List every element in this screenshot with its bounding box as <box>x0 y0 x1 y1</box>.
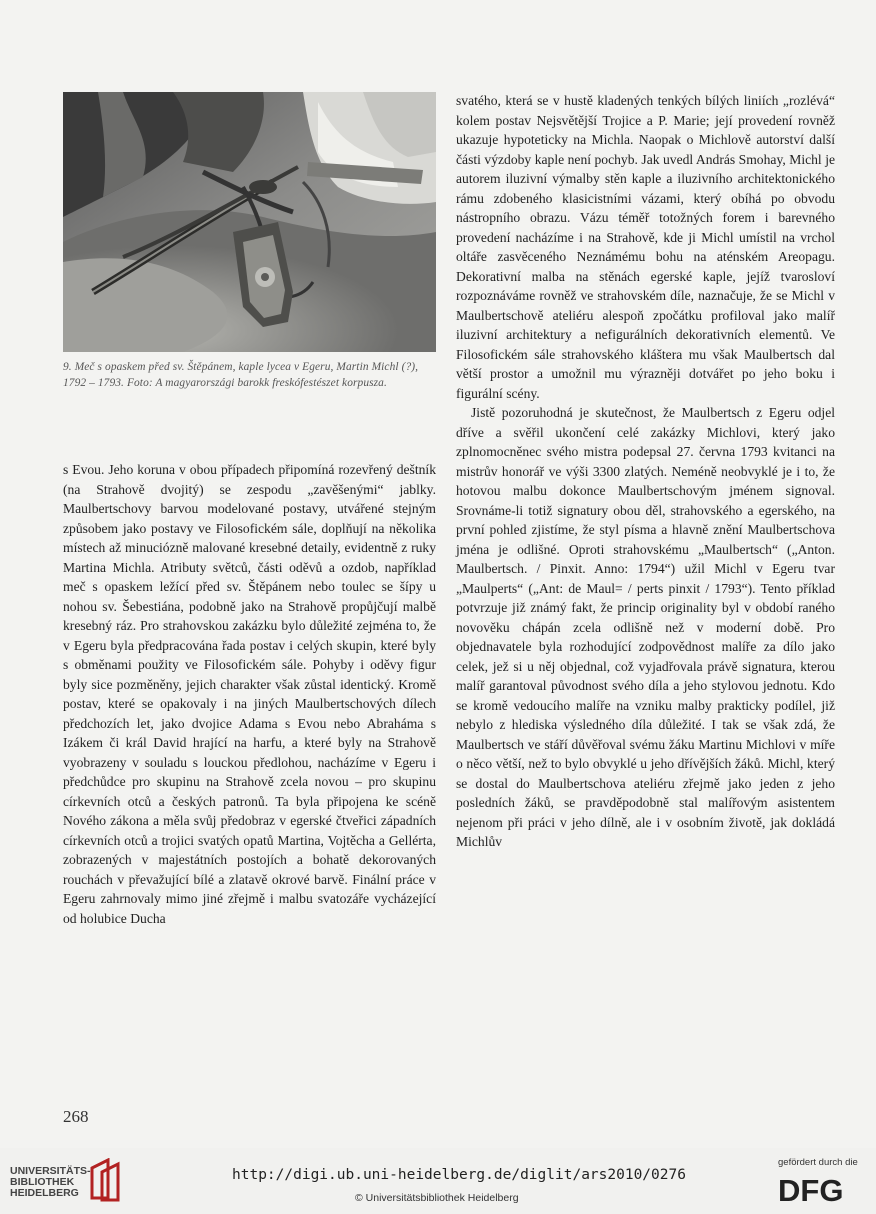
figure-photo <box>63 92 436 352</box>
dfg-logo-icon <box>774 1172 866 1211</box>
body-paragraph: svatého, která se v hustě kladených tenkých bílých liniích „rozlévá“ kolem postav Nejsvětější Trojice a P. Marie; její provedení rovněž ukazuje hypoteticky na Michla. Naopak o Michlově autorství další části výzdoby kaple není pochyb. Jak uvedl András Smohay, Michl je autorem iluzivní výmalby stěn kaple a iluzivního architektonického rámu zdobeného klasicistními vázami, který obíhá po obvodu nástropního obrazu. Vázu téměř totožných forem i barevného provedení nacházíme i na Strahově, kde ji Michl umístil na vrchol oltáře zasvěceného Neznámému bohu na aténském Areopagu. Dekorativní malba na stěnách egerské kaple, jejíž tvarosloví rozpoznáváme rovněž ve strahovském díle, naznačuje, že se Michl v Maulbertschově ateliéru alespoň zpočátku profiloval jako malíř iluzivní architektury a nefigurálních dekorativních elementů. Ve Filosofickém sále strahovského kláštera mu však Maulbertsch dal větší prostor a umožnil mu výrazněji dotvářet po jeho boku i figurální scény. <box>456 93 835 401</box>
library-name-line: UNIVERSITÄTS- <box>10 1165 91 1177</box>
library-name-line: HEIDELBERG <box>10 1187 79 1199</box>
page-number: 268 <box>63 1107 89 1126</box>
dfg-logo-text: DFG <box>778 1173 844 1206</box>
library-name-line: BIBLIOTHEK <box>10 1176 75 1188</box>
copyright-notice: © Universitätsbibliothek Heidelberg <box>355 1192 519 1204</box>
body-paragraph: Jistě pozoruhodná je skutečnost, že Maulbertsch z Egeru odjel dříve a svěřil ukončení celé zakázky Michlovi, který jako zplnomocněnec svého mistra podepsal 27. června 1793 kvitanci na mistrův honorář ve výši 3300 zlatých. Neméně neobvyklé je i to, že hotovou malbu dokonce Maulbertschovým jménem signoval. Srovnáme-li totiž signatury obou děl, strahovského a egerského, na první pohled zjistíme, že styl písma a hlavně znění Maulbertschova jména je odlišné. Oproti strahovskému „Maulbertsch“ („Anton. Maulbertsch. / Pinxit. Anno: 1794“) užil Michl v Egeru tvar „Maulperts“ („Ant: de Maul= / perts pinxit / 1793“). Tento příklad potvrzuje již známý fakt, že princip originality byl v období raného novověku chápán zcela odlišně než v moderní době. Pro objednavatele byla rozhodující zodpovědnost malíře za dílo jako celek, jež si u něj objednal, což vyjadřovala právě signatura, kterou malíř garantoval původnost svého díla a jeho stylovou jednotu. Kdo se kromě vedoucího malíře na vzniku malby prakticky podílel, již nebylo z hlediska výsledného díla důležité. I tak se však zdá, že Maulbertsch ve stáří důvěřoval svému žáku Martinu Michlovi v míře o něco větší, než to bylo obvyklé u jeho dřívějších žáků. Michl, který se dostal do Maulbertschova ateliéru zřejmě jako jeden z jeho posledních žáků, se pravděpodobně stal malířovým asistentem nejenom při práci v jeho dílně, ale i v osobním životě, jak dokládá Michlův <box>456 405 835 849</box>
right-text-column <box>456 91 835 852</box>
left-text-column <box>63 460 436 928</box>
body-paragraph: s Evou. Jeho koruna v obou případech připomíná rozevřený deštník (na Strahově dvojitý) se zespodu „zavěšenými“ jablky. Maulbertschovy barvou modelované postavy, utvářené stejným způsobem jako postavy ve Filosofickém sále, doplňují na několika místech až minuciózně malované kresebné detaily, evidentně z ruky Martina Michla. Atributy světců, části oděvů a ozdob, například meč s opaskem ležící před sv. Štěpánem nebo toulec se šípy u nohou sv. Šebestiána, podobně jako na Strahově propůjčují malbě kresebný ráz. Pro strahovskou zakázku bylo důležité zejména to, že v Egeru byla předpracována řada postav i celých skupin, které byly s obměnami použity ve Filosofickém sále. Pohyby i oděvy figur byly sice pozměněny, jejich charakter však zůstal identický. Kromě postav, které se opakovaly i na jiných Maulbertschových dílech předchozích let, jako dvojice Adama s Evou nebo Abraháma s Izákem či král David hrající na harfu, a které byly na Strahově vyobrazeny v souladu s louckou předlohou, nacházíme v Egeru i předchůdce pro skupinu na Strahově zcela novou – pro skupinu církevních otců a českých patronů. Ta byla připojena ke scéně Nového zákona a měla svůj předobraz v egerské čtveřici západních církevních otců a trojici svatých opatů Martina, Vojtěcha a Gellérta, zobrazených v majestátních postojích a bohatě dekorovaných rouchách v převažující bílé a zlatavě okrové barvě. Finální práce v Egeru zahrnovaly mimo jiné zřejmě i malbu svatozáře vycházející od holubice Ducha <box>63 462 436 926</box>
library-logo-icon <box>88 1158 124 1207</box>
sword-belt-painting <box>63 92 436 352</box>
source-url-link[interactable]: http://digi.ub.uni-heidelberg.de/diglit/ars2010/0276 <box>232 1167 686 1183</box>
figure-caption: 9. Meč s opaskem před sv. Štěpánem, kaple lycea v Egeru, Martin Michl (?), 1792 – 1793. Foto: A magyarországi barokk freskófestészet korpusza. <box>63 361 419 389</box>
library-name <box>10 1166 91 1199</box>
funding-label: gefördert durch die <box>778 1157 858 1168</box>
